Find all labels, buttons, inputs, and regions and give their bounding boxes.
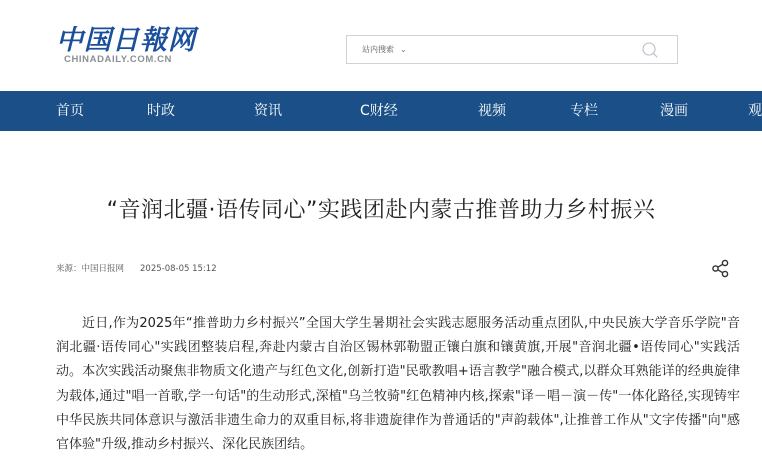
- nav-item-comics[interactable]: 漫画: [660, 103, 688, 119]
- search-scope-dropdown[interactable]: [362, 36, 407, 63]
- chevron-down-icon: ⌄: [400, 45, 407, 54]
- nav-item-home[interactable]: 首页: [56, 103, 84, 119]
- article-date: 2025-08-05 15:12: [140, 264, 217, 274]
- article-paragraph: 近日,作为2025年“推普助力乡村振兴”全国大学生暑期社会实践志愿服务活动重点团队,中央民族大学音乐学院"音润北疆·语传同心"实践团整装启程,奔赴内蒙古自治区锡林郭勒盟正镶白旗和镶黄旗,开展"音润北疆•语传同心"实践活动。本次实践活动聚焦非物质文化遗产与红色文化,创新打造"民歌教唱+语言教学"融合模式,以群众耳熟能详的经典旋律为载体,通过"唱一首歌,学一句话"的生动形式,深植"乌兰牧骑"红色精神内核,探索"译－唱－演－传"一体化路径,实现铸牢中华民族共同体意识与激活非遗生命力的双重目标,将非遗旋律作为普通话的"声韵载体",让推普工作从"文字传播"向"感官体验"升级,推动乡村振兴、深化民族团结。: [56, 316, 740, 453]
- share-icon[interactable]: [711, 259, 730, 278]
- search-input[interactable]: [437, 40, 627, 60]
- site-logo[interactable]: [56, 18, 196, 68]
- logo-chinese-text: 中国日報网: [56, 25, 196, 56]
- nav-item-video[interactable]: 视频: [478, 103, 506, 119]
- article-meta: [56, 262, 217, 274]
- main-nav-bar: [0, 91, 762, 131]
- article-body: [56, 312, 740, 457]
- nav-item-opinion[interactable]: 观: [748, 103, 762, 119]
- article-title: “音润北疆·语传同心”实践团赴内蒙古推普助力乡村振兴: [106, 198, 656, 223]
- search-scope-label: 站内搜索: [362, 45, 394, 54]
- nav-item-columns[interactable]: 专栏: [570, 103, 598, 119]
- article-source: 来源：中国日报网: [56, 264, 125, 274]
- nav-item-finance[interactable]: C财经: [360, 103, 398, 119]
- nav-item-news[interactable]: 资讯: [254, 103, 282, 119]
- site-search-box: [346, 35, 678, 64]
- logo-domain-text: CHINADAILY.COM.CN: [64, 54, 173, 65]
- nav-item-politics[interactable]: 时政: [147, 103, 175, 119]
- search-icon[interactable]: [641, 41, 659, 59]
- site-header: [0, 0, 762, 91]
